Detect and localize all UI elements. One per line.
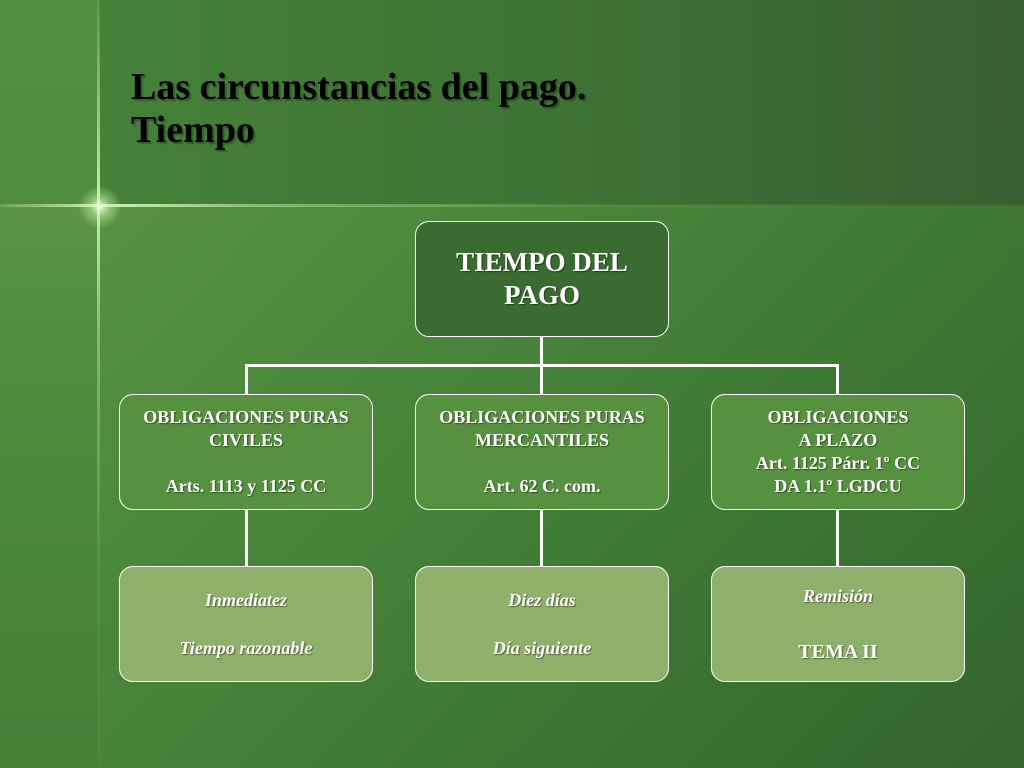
leaf-line-1: Diez días: [508, 590, 576, 610]
leaf-line-2: Día siguiente: [492, 638, 592, 658]
branch-reference-2: DA 1.1º LGDCU: [774, 476, 902, 496]
leaf-node-a-plazo: [711, 566, 965, 682]
leaf-node-civiles: [119, 566, 373, 682]
leaf-stem-middle: [540, 510, 543, 566]
branch-heading-line-1: OBLIGACIONES: [767, 407, 909, 427]
branch-reference: Art. 62 C. com.: [483, 476, 601, 496]
branch-stem-middle: [540, 364, 543, 394]
light-flare: [78, 185, 122, 229]
root-stem: [540, 337, 543, 367]
leaf-node-mercantiles: [415, 566, 669, 682]
horizontal-glow-line: [0, 204, 1024, 207]
leaf-line-1: Remisión: [802, 586, 873, 606]
leaf-line-2: TEMA II: [798, 641, 878, 663]
branch-heading-line-2: A PLAZO: [798, 430, 878, 450]
leaf-line-1: Inmediatez: [204, 590, 287, 610]
top-left-corner: [0, 0, 99, 206]
branch-heading-line-2: CIVILES: [208, 430, 284, 450]
branch-heading-line-2: MERCANTILES: [474, 430, 610, 450]
leaf-stem-right: [836, 510, 839, 566]
branch-heading-line-1: OBLIGACIONES PURAS: [439, 407, 645, 427]
branch-stem-left: [245, 364, 248, 394]
branch-node-puras-mercantiles: [415, 394, 669, 510]
leaf-line-2: Tiempo razonable: [179, 638, 313, 658]
branch-stem-right: [836, 364, 839, 394]
title-line-2: Tiempo: [131, 109, 255, 151]
vertical-glow-line: [97, 0, 100, 768]
leaf-stem-left: [245, 510, 248, 566]
branch-node-puras-civiles: [119, 394, 373, 510]
title-line-1: Las circunstancias del pago.: [131, 66, 587, 108]
root-node-line-1: TIEMPO DEL: [456, 247, 628, 277]
slide-title: [131, 66, 586, 152]
root-node-tiempo-del-pago: [415, 221, 669, 337]
root-node-line-2: PAGO: [504, 280, 580, 310]
branch-reference: Arts. 1113 y 1125 CC: [165, 476, 327, 496]
branch-reference: Art. 1125 Párr. 1º CC: [755, 453, 921, 473]
branch-heading-line-1: OBLIGACIONES PURAS: [143, 407, 349, 427]
branch-node-a-plazo: [711, 394, 965, 510]
